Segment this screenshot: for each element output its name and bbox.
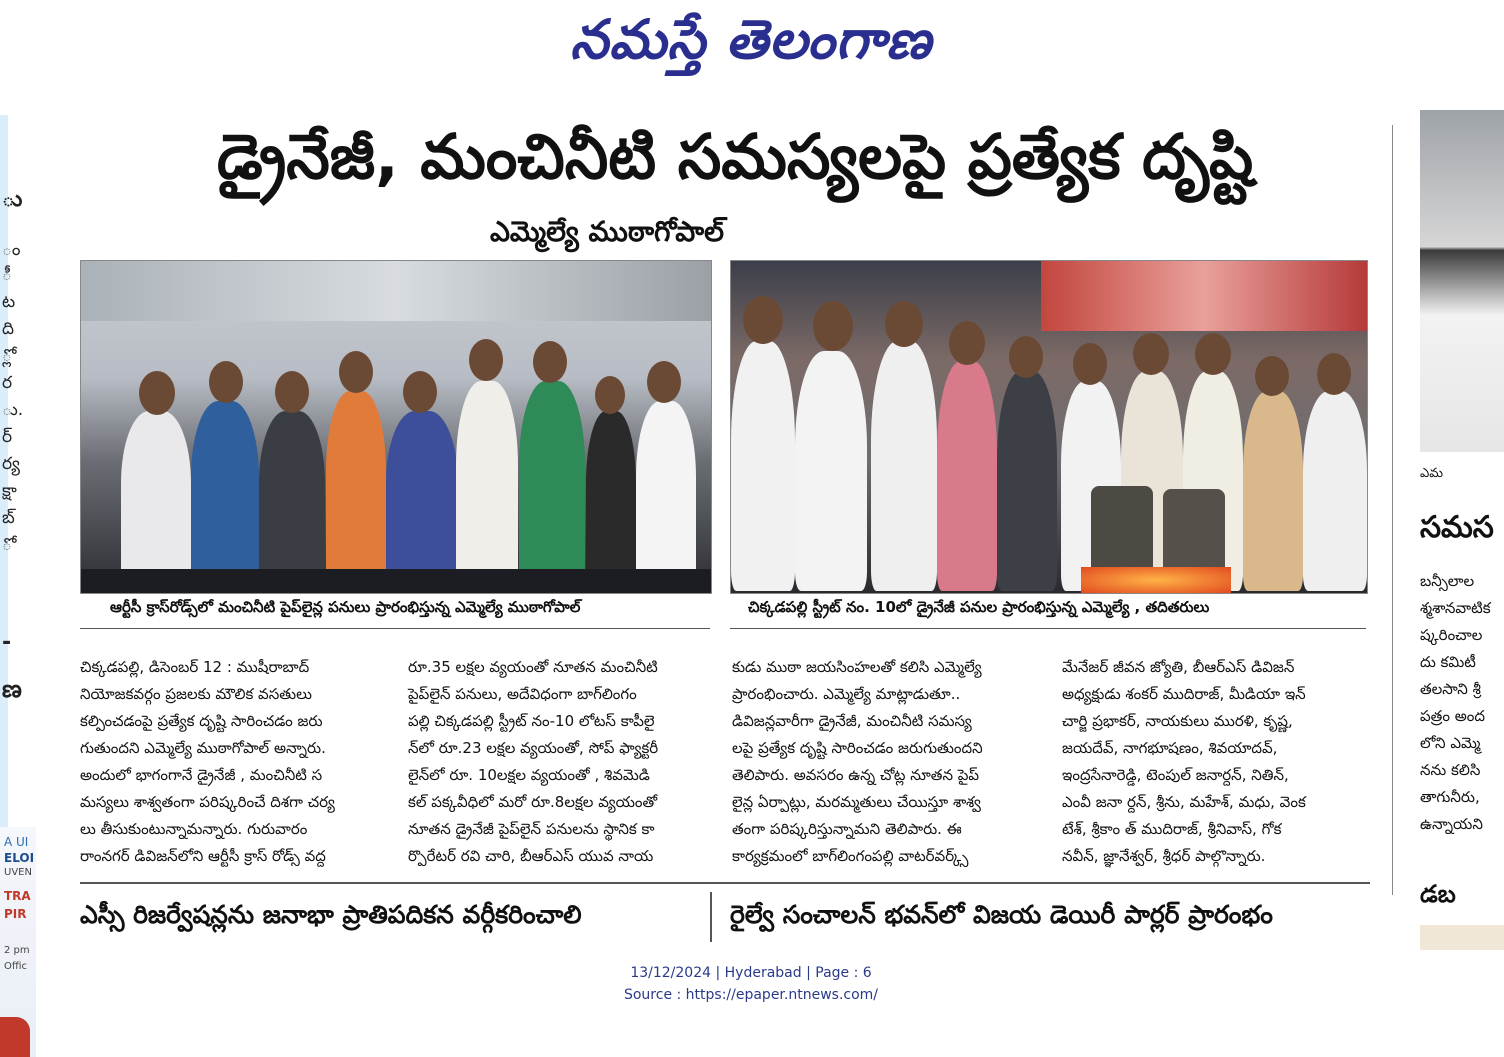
photo-person (326, 391, 386, 591)
article-column-4 (1062, 654, 1372, 870)
article-text-line: నియోజకవర్గం ప్రజలకు మౌలిక వసతులు (80, 685, 312, 703)
photo-person (586, 411, 636, 591)
photo-person-head (339, 351, 373, 393)
article-text-line: ప్రారంభించారు. ఎమ్మెల్యే మాట్లాడుతూ.. (732, 685, 961, 703)
promo-text: Offic (4, 961, 28, 972)
subheadline-right: రైల్వే సంచాలన్ భవన్‌లో విజయ డెయిరీ పార్లర్ ప్రారంభం (730, 900, 1273, 929)
left-fragment: ట (2, 292, 16, 312)
right-text-fragment: తాగునీరు, (1420, 788, 1480, 806)
section-divider (80, 882, 1370, 884)
article-text-line: జయదేవ్, నాగభూషణం, శివయాదవ్, (1062, 739, 1278, 757)
article-text-line: లైన్ల ఏర్పాట్లు, మరమ్మతులు చేయిస్తూ శాశ్వ (732, 793, 981, 811)
photo-person-head (949, 321, 985, 365)
article-text-line: లైన్‌లో రూ. 10లక్షల వ్యయంతో , శివమెడి (408, 766, 650, 784)
right-heading-fragment: డబ (1420, 880, 1456, 908)
photo-person-head (1255, 356, 1289, 396)
article-text-line: తంగా పరిష్కరిస్తున్నామని తెలిపారు. ఈ (732, 820, 962, 838)
article-photo-left (80, 260, 712, 594)
left-fragment: ్లో (2, 346, 12, 366)
photo-person (795, 351, 867, 591)
article-photo-right (730, 260, 1368, 594)
photo-person-head (403, 371, 437, 413)
photo-fire (1081, 567, 1231, 593)
promo-text: 2 pm (4, 945, 30, 956)
left-fragment: ర్య (2, 454, 20, 474)
article-text-line: టేశ్, శ్రీకాం త్ ముదిరాజ్, శ్రీనివాస్, గోక (1062, 820, 1282, 838)
right-text-fragment: ష్కరించాల (1420, 626, 1483, 644)
right-text-fragment: పత్రం అంద (1420, 707, 1485, 725)
right-text-fragment: తలసాని శ్రీ (1420, 680, 1481, 698)
article-text-line: చార్జి ప్రభాకర్, నాయకులు మురళి, కృష్ణ, (1062, 712, 1293, 730)
article-column-1 (80, 654, 380, 870)
left-fragment: బ్ (2, 508, 15, 528)
article-text-line: గుతుందని ఎమ్మెల్యే ముఠాగోపాల్ అన్నారు. (80, 739, 326, 757)
photo-person (1303, 391, 1367, 591)
article-text-line: కార్యక్రమంలో బాగ్‌లింగంపల్లి వాటర్‌వర్క్స్ (732, 847, 969, 865)
photo-road (81, 569, 711, 593)
photo-person (1243, 391, 1303, 591)
photo-banner (1041, 261, 1367, 331)
photo-person-head (1009, 336, 1043, 378)
left-cropped-column (0, 115, 38, 972)
left-fragment: ణ (2, 675, 22, 703)
photo-person-head (533, 341, 567, 383)
article-column-3 (732, 654, 1042, 870)
article-byline: ఎమ్మెల్యే ముఠాగోపాల్ (490, 215, 725, 248)
right-text-fragment: శ్మశానవాటిక (1420, 599, 1491, 617)
photo-person-head (1195, 333, 1231, 375)
left-fragment: క్షా (2, 481, 17, 501)
photo-caption-right: చిక్కడపల్లి స్ట్రీట్ నం. 10లో డ్రైనేజీ పనుల ప్రారంభిస్తున్న ఎమ్మెల్యే , తదితరులు (748, 598, 1210, 616)
left-promo-image (0, 827, 36, 1057)
right-bottom-image (1420, 925, 1504, 950)
article-text-line: ర్పొరేటర్ రవి చారి, బీఆర్ఎస్ యువ నాయ (408, 847, 654, 865)
right-photo-caption: ఎమ (1420, 466, 1443, 481)
photo-person (386, 411, 458, 591)
newspaper-title: నమస్తే తెలంగాణ (570, 8, 932, 71)
right-text-fragment: బన్సీలాల (1420, 572, 1475, 590)
promo-text: A UI (4, 835, 29, 849)
article-text-line: లు తీసుకుంటున్నామన్నారు. గురువారం (80, 820, 308, 838)
article-text-line: లపై ప్రత్యేక దృష్టి సారించడం జరుగుతుందని (732, 739, 983, 757)
caption-rule-left (80, 628, 710, 629)
article-text-line: న్‌లో రూ.23 లక్షల వ్యయంతో, సోప్ ఫ్యాక్టరీ (408, 739, 659, 757)
column-divider (1392, 125, 1393, 895)
photo-background (81, 261, 711, 321)
main-article (80, 110, 1390, 950)
right-heading-fragment: సమస (1420, 510, 1494, 545)
article-column-2 (408, 654, 708, 870)
subheadline-left: ఎస్సీ రిజర్వేషన్లను జనాభా ప్రాతిపదికన వర్గీకరించాలి (80, 900, 582, 929)
article-text-line: ఇంద్రసేనారెడ్డి, టెంపుల్ జనార్దన్, నితిన్, (1062, 766, 1289, 784)
right-text-fragment: నను కలిసి (1420, 761, 1481, 779)
right-article-photo (1420, 110, 1504, 452)
article-text-line: నూతన డ్రైనేజీ పైప్‌లైన్ పనులను స్థానిక కా (408, 820, 655, 838)
masthead (0, 8, 1502, 85)
left-fragment: ో (2, 535, 12, 555)
right-text-fragment: దు కమిటీ (1420, 653, 1476, 671)
photo-person-head (647, 361, 681, 403)
photo-person (997, 371, 1057, 591)
article-text-line: మేనేజర్ జీవన జ్యోతి, బీఆర్ఎస్ డివిజన్ (1062, 658, 1295, 676)
left-fragment: ర్ (2, 427, 13, 447)
caption-rule-right (730, 628, 1366, 629)
left-fragment: ీ (2, 265, 12, 285)
article-text-line: మస్యలు శాశ్వతంగా పరిష్కరించే దిశగా చర్య (80, 793, 335, 811)
article-text-line: పైప్‌లైన్ పనులు, అదేవిధంగా బాగ్‌లింగం (408, 685, 637, 703)
left-fragment: - (2, 630, 12, 655)
photo-person-head (1317, 353, 1351, 395)
article-text-line: డివిజన్లవారీగా డ్రైనేజీ, మంచినీటి సమస్య (732, 712, 972, 730)
photo-person (121, 411, 191, 591)
photo-person (937, 361, 997, 591)
article-text-line: పల్లి చిక్కడపల్లి స్ట్రీట్ నం-10 లోటస్ కాపీలై (408, 712, 655, 730)
left-fragment: ు (2, 187, 23, 212)
photo-person-head (275, 371, 309, 413)
article-text-line: అందులో భాగంగానే డ్రైనేజీ , మంచినీటి స (80, 766, 323, 784)
photo-person (456, 381, 518, 591)
photo-person (871, 341, 937, 591)
photo-person-head (595, 376, 625, 414)
footer-source-line: Source : https://epaper.ntnews.com/ (623, 987, 879, 1003)
left-fragment: ం (2, 240, 21, 260)
article-text-line: రూ.35 లక్షల వ్యయంతో నూతన మంచినీటి (408, 658, 658, 676)
photo-person-head (813, 301, 853, 351)
photo-caption-left: ఆర్టీసీ క్రాస్‌రోడ్స్‌లో మంచినీటి పైప్‌లైన్ల పనులు ప్రారంభిస్తున్న ఎమ్మెల్యే ముఠాగోపాల్ (110, 598, 581, 616)
photo-person-head (139, 371, 175, 415)
left-fragment: ు. (2, 400, 24, 420)
photo-person-head (1073, 343, 1107, 385)
promo-text: ELOI (4, 851, 35, 865)
article-text-line: కుడు ముఠా జయసింహలతో కలిసి ఎమ్మెల్యే (732, 658, 982, 676)
right-text-fragment: ఉన్నాయని (1420, 815, 1483, 833)
article-text-line: నవీన్, జ్ఞానేశ్వర్, శ్రీధర్ పాల్గొన్నారు. (1062, 847, 1266, 865)
photo-person (519, 381, 585, 591)
promo-text: TRA (4, 889, 31, 903)
article-text-line: చిక్కడపల్లి, డిసెంబర్ 12 : ముషీరాబాద్ (80, 658, 310, 676)
promo-graphic (0, 1017, 30, 1057)
photo-person (731, 341, 795, 591)
photo-person-head (885, 301, 923, 347)
photo-person-head (743, 296, 783, 344)
right-text-fragment: లోని ఎమ్మె (1420, 734, 1481, 752)
photo-person (191, 401, 259, 591)
article-text-line: కల్పించడంపై ప్రత్యేక దృష్టి సారించడం జరు (80, 712, 323, 730)
promo-text: PIR (4, 907, 27, 921)
right-cropped-column (1392, 110, 1502, 950)
photo-person (636, 401, 696, 591)
article-text-line: అధ్యక్షుడు శంకర్ ముదిరాజ్, మీడియా ఇన్ (1062, 685, 1306, 703)
article-text-line: కల్ పక్కవీధిలో మరో రూ.8లక్షల వ్యయంతో (408, 793, 658, 811)
footer-date-line: 13/12/2024 | Hyderabad | Page : 6 (630, 965, 872, 981)
article-headline: డ్రైనేజీ, మంచినీటి సమస్యలపై ప్రత్యేక దృష్టి (216, 120, 1254, 193)
promo-text: UVEN (4, 867, 32, 878)
subheadline-divider (710, 892, 712, 942)
photo-person-head (469, 339, 503, 381)
article-text-line: ఎంవీ జనా ర్దన్, శ్రీను, మహేశ్, మధు, వెంక (1062, 793, 1306, 811)
article-text-line: తెలిపారు. అవసరం ఉన్న చోట్ల నూతన పైప్ (732, 766, 980, 784)
left-fragment: ర (2, 373, 13, 393)
article-text-line: రాంనగర్ డివిజన్‌లోని ఆర్టీసీ క్రాస్ రోడ్స్ వద్ద (80, 847, 326, 865)
left-fragment: ది (2, 319, 15, 339)
photo-person-head (209, 361, 243, 403)
photo-person-head (1133, 333, 1169, 375)
photo-person (259, 411, 325, 591)
